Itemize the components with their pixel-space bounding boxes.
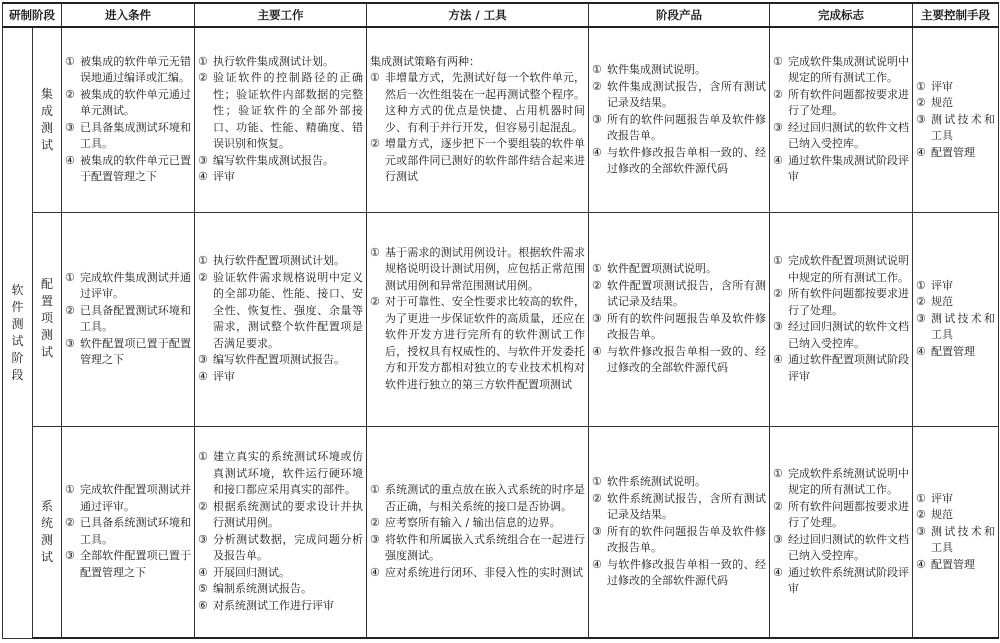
item-number: ② (773, 87, 783, 101)
item-number: ② (592, 491, 602, 505)
header-products: 阶段产品 (589, 3, 770, 27)
item-number: ② (916, 508, 926, 521)
item-text: 与软件修改报告单相一致的、经过修改的全部软件源代码 (607, 344, 766, 375)
item-text: 所有软件问题都按要求进行了处理。 (788, 287, 909, 317)
row-config-item (3, 212, 999, 426)
item-number: ④ (370, 565, 380, 579)
item-number: ④ (773, 153, 783, 167)
list-item (773, 120, 909, 153)
item-number: ② (592, 278, 602, 292)
row-system (3, 426, 999, 638)
item-text: 验证软件需求规格说明中定义的全部功能、性能、接口、安全性、恢复性、强度、余量等需求，测试整个软件配置项是否满足要求。 (213, 270, 363, 350)
list-item (198, 54, 363, 71)
item-number: ② (592, 79, 602, 93)
item-number: ③ (65, 120, 75, 134)
method-cell (367, 426, 589, 638)
item-number: ② (198, 270, 208, 284)
list-item (198, 169, 363, 186)
item-number: ② (370, 516, 380, 530)
item-number: ④ (916, 557, 926, 571)
item-number: ⑤ (198, 582, 208, 596)
item-text: 配置管理 (931, 145, 975, 159)
item-number: ① (592, 262, 602, 276)
entry-cell (62, 27, 195, 212)
sub-phase-label: 配置项测试 (40, 277, 53, 360)
item-number: ① (773, 54, 783, 68)
list-item (65, 270, 191, 303)
list-item (592, 557, 766, 590)
products-cell (589, 426, 770, 638)
item-number: ① (65, 483, 75, 497)
list-item (773, 466, 909, 499)
item-text: 与软件修改报告单相一致的、经过修改的全部软件源代码 (607, 145, 766, 175)
item-text: 规范 (931, 295, 953, 309)
list-item (65, 482, 191, 515)
item-text: 对系统测试工作进行评审 (213, 598, 334, 612)
item-number: ③ (592, 311, 602, 325)
item-text: 测试技术和工具 (931, 112, 995, 142)
list-item (65, 336, 191, 369)
method-list (370, 70, 585, 186)
item-text: 所有的软件问题报告单及软件修改报告单。 (607, 112, 766, 142)
item-text: 评审 (931, 79, 953, 93)
item-number: ⑥ (198, 598, 208, 612)
item-number: ④ (773, 353, 783, 366)
item-number: ① (370, 483, 380, 497)
list-item (65, 153, 191, 186)
item-number: ③ (65, 336, 75, 350)
list-item (198, 369, 363, 386)
list-item (916, 524, 995, 557)
item-text: 经过回归测试的软件文档已纳入受控库。 (788, 532, 909, 563)
list-item (65, 515, 191, 548)
item-text: 全部软件配置项已置于配置管理之下 (80, 549, 191, 579)
list-item (916, 491, 995, 508)
list-item (773, 286, 909, 319)
list-item (198, 532, 363, 565)
control-cell (913, 426, 999, 638)
sub-phase-cell (33, 27, 62, 212)
item-text: 通过软件集成测试阶段评审 (788, 153, 909, 184)
list-item (65, 303, 191, 336)
list-item (198, 449, 363, 499)
work-cell (195, 212, 367, 426)
item-text: 软件配置项测试说明。 (607, 262, 717, 276)
item-text: 所有的软件问题报告单及软件修改报告单。 (607, 311, 766, 342)
list-item (592, 311, 766, 344)
item-text: 编写软件集成测试报告。 (213, 153, 334, 167)
item-text: 配置管理 (931, 557, 975, 571)
item-number: ② (773, 287, 783, 300)
products-cell (589, 212, 770, 426)
header-control: 主要控制手段 (913, 3, 999, 27)
item-text: 完成软件集成测试说明中规定的所有测试工作。 (788, 54, 909, 85)
list-item (592, 261, 766, 278)
item-number: ① (65, 54, 75, 68)
control-cell (913, 212, 999, 426)
item-text: 非增量方式，先测试好每一个软件单元，然后一次性组装在一起再测试整个程序。这种方式的优点是快捷、占用机器时间少、有利于并行开发，但容易引起混乱。 (385, 71, 585, 134)
method-intro: 集成测试策略有两种： (370, 54, 480, 68)
item-number: ④ (198, 369, 208, 383)
list-item (198, 598, 363, 615)
list-item (773, 565, 909, 598)
sub-phase-cell (33, 212, 62, 426)
sub-phase-label: 集成测试 (40, 86, 53, 152)
item-number: ② (65, 303, 75, 317)
item-number: ② (916, 96, 926, 109)
list-item (916, 112, 995, 145)
item-text: 开展回归测试。 (213, 565, 290, 579)
list-item (773, 499, 909, 532)
item-text: 编写软件配置项测试报告。 (213, 353, 345, 366)
list-item (773, 352, 909, 385)
item-number: ② (65, 516, 75, 530)
item-number: ③ (65, 549, 75, 563)
item-text: 完成软件配置项测试并通过评审。 (80, 483, 191, 513)
item-text: 通过软件系统测试阶段评审 (788, 565, 909, 596)
item-number: ③ (773, 532, 783, 546)
done-cell (770, 212, 913, 426)
list-item (592, 344, 766, 377)
list-item (370, 294, 585, 393)
item-number: ③ (916, 112, 926, 126)
item-text: 评审 (213, 369, 235, 383)
list-item (198, 253, 363, 270)
list-item (370, 565, 585, 582)
item-text: 与软件修改报告单相一致的、经过修改的全部软件源代码 (607, 557, 766, 587)
list-item (370, 482, 585, 515)
item-text: 软件系统测试说明。 (607, 475, 706, 488)
item-number: ④ (916, 145, 926, 159)
item-text: 应对系统进行闭环、非侵入性的实时测试 (385, 565, 583, 579)
item-number: ④ (198, 565, 208, 579)
item-number: ① (773, 466, 783, 480)
item-number: ② (916, 295, 926, 309)
lifecycle-table (2, 2, 999, 639)
item-text: 建立真实的系统测试环境或仿真测试环境，软件运行硬环境和接口都应采用真实的部件。 (213, 450, 363, 497)
item-number: ① (198, 254, 208, 267)
item-number: ④ (198, 170, 208, 184)
item-number: ② (198, 499, 208, 513)
item-text: 对于可靠性、安全性要求比较高的软件，为了更进一步保证软件的高质量，还应在软件开发方进行完所有的软件测试工作后，授权具有权威性的、与软件开发委托方和开发方都相对独立的专业技术机构对软件进行独立的第三方软件配置项测试 (385, 295, 585, 391)
item-number: ① (65, 270, 75, 284)
item-text: 已具备系统测试环境和工具。 (80, 516, 191, 546)
entry-cell (62, 426, 195, 638)
item-text: 测试技术和工具 (931, 311, 995, 342)
list-item (916, 557, 995, 574)
item-text: 配置管理 (931, 344, 975, 358)
phase-label: 软件测试阶段 (11, 282, 24, 382)
list-item (916, 95, 995, 112)
list-item (198, 565, 363, 582)
item-number: ③ (592, 524, 602, 538)
list-item (370, 136, 585, 186)
list-item (592, 79, 766, 112)
list-item (916, 507, 995, 524)
item-number: ④ (592, 557, 602, 571)
list-item (370, 532, 585, 565)
item-text: 应考察所有输入 / 输出信息的边界。 (385, 516, 561, 530)
list-item (65, 548, 191, 581)
item-text: 通过软件配置项测试阶段评审 (788, 353, 909, 383)
item-text: 经过回归测试的软件文档已纳入受控库。 (788, 320, 909, 350)
item-number: ③ (916, 524, 926, 538)
item-text: 增量方式，逐步把下一个要组装的软件单元或部件同已测好的软件部件结合起来进行测试 (385, 137, 585, 184)
item-text: 评审 (931, 491, 953, 505)
method-cell (367, 212, 589, 426)
item-number: ③ (370, 532, 380, 546)
item-text: 软件系统测试报告，含所有测试记录及结果。 (607, 491, 766, 521)
item-number: ① (592, 475, 602, 488)
item-text: 已具备配置测试环境和工具。 (80, 303, 191, 333)
item-text: 软件集成测试报告，含所有测试记录及结果。 (607, 79, 766, 109)
item-number: ④ (65, 153, 75, 167)
list-item (370, 515, 585, 532)
list-item (198, 352, 363, 369)
list-item (65, 87, 191, 120)
item-number: ③ (592, 112, 602, 126)
item-text: 经过回归测试的软件文档已纳入受控库。 (788, 120, 909, 151)
item-text: 软件集成测试说明。 (607, 63, 706, 76)
entry-cell (62, 212, 195, 426)
list-item (916, 278, 995, 295)
list-item (198, 70, 363, 153)
item-number: ② (198, 71, 208, 85)
header-work: 主要工作 (195, 3, 367, 27)
list-item (592, 474, 766, 491)
item-number: ① (773, 254, 783, 267)
item-text: 评审 (213, 170, 235, 184)
list-item (65, 120, 191, 153)
item-number: ① (916, 491, 926, 505)
item-number: ③ (773, 120, 783, 134)
list-item (773, 319, 909, 352)
item-number: ④ (592, 145, 602, 159)
header-entry: 进入条件 (62, 3, 195, 27)
list-item (592, 278, 766, 311)
item-number: ③ (198, 353, 208, 366)
item-text: 将软件和所属嵌入式系统组合在一起进行强度测试。 (385, 532, 585, 563)
item-text: 规范 (931, 508, 953, 521)
list-item (916, 344, 995, 361)
products-cell (589, 27, 770, 212)
list-item (916, 311, 995, 344)
list-item (773, 87, 909, 120)
work-cell (195, 27, 367, 212)
item-number: ③ (198, 153, 208, 167)
item-text: 规范 (931, 96, 953, 109)
item-text: 被集成的软件单元无错误地通过编译或汇编。 (80, 54, 191, 85)
list-item (65, 54, 191, 87)
list-item (198, 581, 363, 598)
item-text: 完成软件集成测试并通过评审。 (80, 270, 191, 300)
header-done: 完成标志 (770, 3, 913, 27)
item-number: ② (773, 499, 783, 513)
list-item (916, 294, 995, 311)
item-text: 所有软件问题都按要求进行了处理。 (788, 87, 909, 118)
list-item (916, 79, 995, 96)
item-text: 被集成的软件单元已置于配置管理之下 (80, 153, 191, 184)
item-text: 所有软件问题都按要求进行了处理。 (788, 499, 909, 530)
item-text: 软件配置项已置于配置管理之下 (80, 336, 191, 366)
list-item (198, 270, 363, 353)
item-text: 验证软件的控制路径的正确性；验证软件内部数据的完整性；验证软件的全部外部接口、功能、性能、精确度、错误识别和恢复。 (213, 71, 363, 151)
item-text: 执行软件配置项测试计划。 (213, 254, 345, 267)
item-number: ② (65, 87, 75, 101)
list-item (773, 532, 909, 565)
item-number: ④ (916, 344, 926, 358)
work-cell (195, 426, 367, 638)
list-item (198, 153, 363, 170)
header-method: 方法 / 工具 (367, 3, 589, 27)
item-number: ① (916, 278, 926, 292)
item-text: 被集成的软件单元通过单元测试。 (80, 87, 191, 118)
done-cell (770, 27, 913, 212)
item-text: 已具备集成测试环境和工具。 (80, 120, 191, 151)
list-item (773, 153, 909, 186)
list-item (370, 70, 585, 136)
list-item (773, 54, 909, 87)
item-number: ③ (773, 320, 783, 333)
item-number: ① (916, 79, 926, 93)
sub-phase-label: 系统测试 (40, 498, 53, 564)
method-cell (367, 27, 589, 212)
item-text: 分析测试数据，完成问题分析及报告单。 (213, 532, 363, 563)
header-row (3, 3, 999, 27)
list-item (592, 62, 766, 79)
item-number: ① (198, 54, 208, 68)
phase-cell (3, 27, 33, 638)
item-number: ② (370, 137, 380, 151)
item-number: ④ (773, 565, 783, 579)
list-item (592, 491, 766, 524)
item-text: 编制系统测试报告。 (213, 582, 312, 596)
list-item (370, 245, 585, 295)
list-item (592, 145, 766, 178)
list-item (773, 253, 909, 286)
item-number: ① (370, 71, 380, 85)
header-phase: 研制阶段 (3, 3, 62, 27)
control-cell (913, 27, 999, 212)
item-number: ④ (592, 344, 602, 358)
list-item (592, 112, 766, 145)
item-text: 软件配置项测试报告，含所有测试记录及结果。 (607, 278, 766, 309)
sub-phase-cell (33, 426, 62, 638)
list-item (916, 145, 995, 162)
done-cell (770, 426, 913, 638)
item-text: 测试技术和工具 (931, 524, 995, 554)
list-item (198, 499, 363, 532)
item-text: 评审 (931, 278, 953, 292)
item-number: ③ (916, 311, 926, 325)
item-text: 完成软件配置项测试说明中规定的所有测试工作。 (788, 254, 909, 284)
item-text: 所有的软件问题报告单及软件修改报告单。 (607, 524, 766, 554)
item-number: ① (592, 63, 602, 76)
item-number: ① (198, 450, 208, 464)
item-text: 执行软件集成测试计划。 (213, 54, 334, 68)
item-number: ① (370, 245, 380, 259)
list-item (592, 524, 766, 557)
item-text: 根据系统测试的要求设计并执行测试用例。 (213, 499, 363, 530)
item-text: 完成软件系统测试说明中规定的所有测试工作。 (788, 466, 909, 497)
item-text: 系统测试的重点放在嵌入式系统的时序是否正确，与相关系统的接口是否协调。 (385, 483, 585, 513)
item-number: ② (370, 295, 380, 309)
item-text: 基于需求的测试用例设计。根据软件需求规格说明设计测试用例，应包括正常范围测试用例和异常范围测试用例。 (385, 245, 585, 292)
row-integration (3, 27, 999, 212)
item-number: ③ (198, 532, 208, 546)
